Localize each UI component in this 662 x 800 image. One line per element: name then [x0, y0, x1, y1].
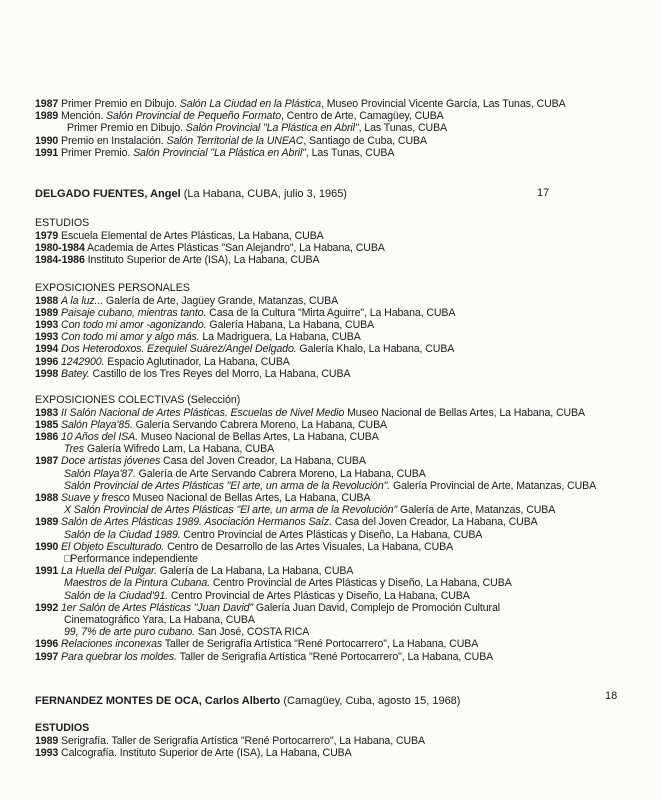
list-item: 1979 Escuela Elemental de Artes Plásticas, La Habana, CUBA: [35, 229, 324, 242]
list-item: Maestros de la Pintura Cubana. Centro Provincial de Artes Plásticas y Diseño, La Habana, CUBA: [64, 577, 512, 590]
list-item: Cinematográfico Yara, La Habana, CUBA: [64, 613, 255, 626]
list-item: 1985 Salón Playa'85. Galería Servando Cabrera Moreno, La Habana, CUBA: [35, 418, 388, 431]
previous-awards-list: [35, 98, 650, 159]
list-item: 1984-1986 Instituto Superior de Arte (ISA), La Habana, CUBA: [35, 253, 320, 266]
list-item: 1990 Premio en Instalación. Salón Territorial de la UNEAC, Santiago de Cuba, CUBA: [35, 134, 427, 147]
list-item: 1998 Batey. Castillo de los Tres Reyes del Morro, La Habana, CUBA: [35, 367, 351, 380]
list-item: 1996 1242900. Espacio Aglutinador, La Habana, CUBA: [35, 355, 290, 368]
artist-heading: FERNANDEZ MONTES DE OCA, Carlos Alberto (Camagüey, Cuba, agosto 15, 1968): [35, 695, 461, 707]
studies-section: [35, 722, 650, 759]
list-item: Salón de la Ciudad 1989. Centro Provincial de Artes Plásticas y Diseño, La Habana, CUBA: [64, 528, 483, 541]
list-item: 1993 Calcografía. Instituto Superior de Arte (ISA), La Habana, CUBA: [35, 746, 352, 759]
list-item: 1993 Con todo mi amor -agonizando. Galería Habana, La Habana, CUBA: [35, 318, 375, 331]
list-item: 1989 Mención. Salón Provincial de Pequeño Formato, Centro de Arte, Camagüey, CUBA: [35, 110, 444, 123]
list-item: 1991 La Huella del Pulgar. Galería de La Habana, La Habana, CUBA: [35, 565, 354, 578]
list-item: 1993 Con todo mi amor y algo más. La Madriguera, La Habana, CUBA: [35, 331, 361, 344]
list-item: 1992 1er Salón de Artes Plásticas "Juan David" Galería Juan David, Complejo de Promoción Cultural: [35, 601, 500, 614]
list-item: 1989 Paisaje cubano, mientras tanto. Casa de la Cultura "Mirta Aguirre", La Habana, CUBA: [35, 306, 456, 319]
list-item: Salón Playa'87. Galería de Arte Servando Cabrera Moreno, La Habana, CUBA: [64, 467, 426, 480]
list-item: 99, 7% de arte puro cubano. San José, COSTA RICA: [64, 626, 310, 639]
section-title: ESTUDIOS: [35, 217, 90, 229]
list-item: □Performance independiente: [64, 552, 198, 565]
page-number: 18: [605, 690, 618, 702]
list-item: 1988 Suave y fresco Museo Nacional de Bellas Artes, La Habana, CUBA: [35, 491, 371, 504]
list-item: 1994 Dos Heterodoxos. Ezequiel Suárez/Angel Delgado. Galería Khalo, La Habana, CUBA: [35, 343, 455, 356]
artist-heading: DELGADO FUENTES, Angel (La Habana, CUBA, julio 3, 1965): [35, 188, 347, 200]
list-item: 1991 Primer Premio. Salón Provincial "La Plástica en Abril", Las Tunas, CUBA: [35, 146, 395, 159]
list-item: 1987 Doce artistas jóvenes Casa del Joven Creador, La Habana, CUBA: [35, 455, 366, 468]
list-item: 1990 El Objeto Esculturado. Centro de Desarrollo de las Artes Visuales, La Habana, CUBA: [35, 540, 454, 553]
personal-exhibitions-section: [35, 282, 650, 380]
list-item: Tres Galería Wifredo Lam, La Habana, CUBA: [64, 443, 275, 456]
list-item: 1988 A la luz... Galería de Arte, Jagüey Grande, Matanzas, CUBA: [35, 294, 339, 307]
list-item: 1980-1984 Academia de Artes Plásticas "San Alejandro", La Habana, CUBA: [35, 241, 385, 254]
list-item: 1989 Serigrafía. Taller de Serigrafía Artística "René Portocarrero", La Habana, CUBA: [35, 734, 425, 747]
collective-exhibitions-section: [35, 394, 650, 663]
list-item: 1989 Salón de Artes Plásticas 1989. Asociación Hermanos Saíz. Casa del Joven Creador, La Habana, CUBA: [35, 516, 538, 529]
list-item: 1986 10 Años del ISA. Museo Nacional de Bellas Artes, La Habana, CUBA: [35, 430, 379, 443]
list-item: Primer Premio en Dibujo. Salón Provincial "La Plástica en Abril", Las Tunas, CUBA: [67, 122, 447, 135]
list-item: 1996 Relaciones inconexas Taller de Serigrafía Artística "René Portocarrero", La Habana, CUBA: [35, 638, 479, 651]
page-number: 17: [537, 187, 550, 199]
list-item: X Salón Provincial de Artes Plásticas "El arte, un arma de la Revolución" Galería de Arte, Matanzas, CUBA: [64, 504, 556, 517]
list-item: Salón Provincial de Artes Plásticas "El arte, un arma de la Revolución". Galería Provincial de Arte, Matanzas, CUBA: [64, 479, 597, 492]
list-item: Salón de la Ciudad'91. Centro Provincial de Artes Plásticas y Diseño, La Habana, CUBA: [64, 589, 470, 602]
section-title: ESTUDIOS: [35, 722, 90, 734]
section-title: EXPOSICIONES PERSONALES: [35, 282, 190, 294]
list-item: 1997 Para quebrar los moldes. Taller de Serigrafía Artística "René Portocarrero", La Habana, CUBA: [35, 650, 494, 663]
list-item: 1987 Primer Premio en Dibujo. Salón La Ciudad en la Plástica, Museo Provincial Vicente García, Las Tunas, CUBA: [35, 98, 566, 110]
list-item: 1983 II Salón Nacional de Artes Plásticas. Escuelas de Nivel Medio Museo Nacional de Bellas Artes, La Habana, CUBA: [35, 406, 585, 419]
section-title: EXPOSICIONES COLECTIVAS (Selección): [35, 394, 241, 406]
studies-section: [35, 217, 650, 266]
